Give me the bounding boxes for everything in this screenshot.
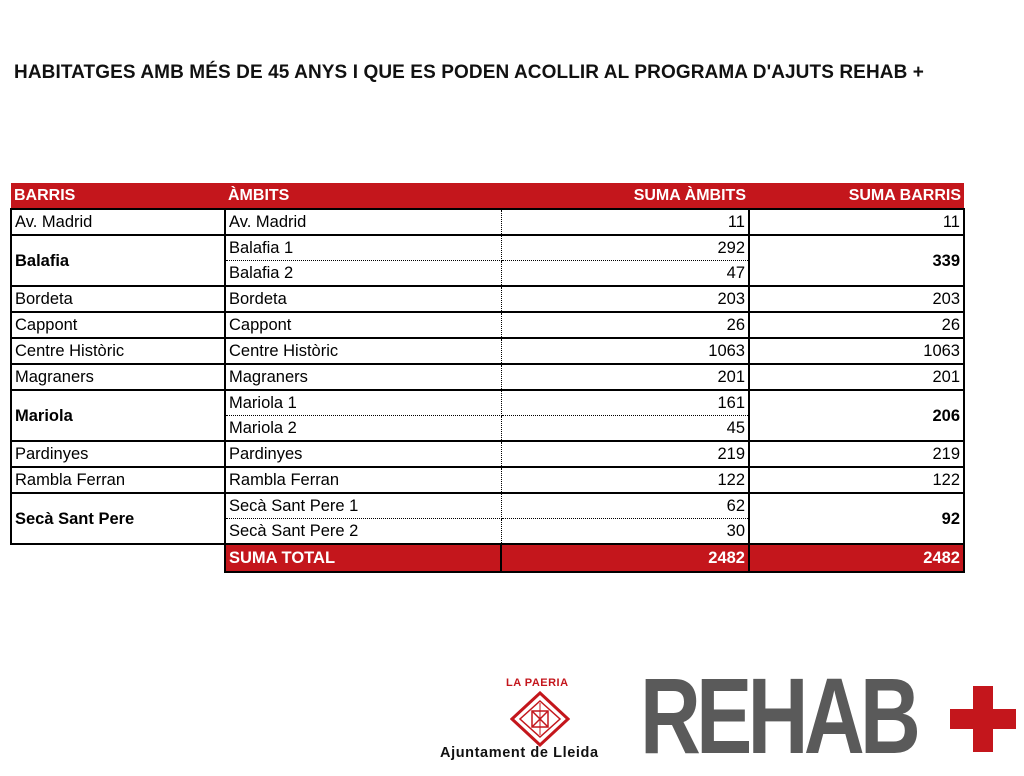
- cell-suma-ambit: 11: [501, 209, 749, 235]
- cell-suma-ambit: 219: [501, 441, 749, 467]
- page-title: HABITATGES AMB MÉS DE 45 ANYS I QUE ES PODEN ACOLLIR AL PROGRAMA D'AJUTS REHAB +: [14, 62, 924, 83]
- cell-suma-ambit: 45: [501, 416, 749, 442]
- cell-ambit: Cappont: [225, 312, 501, 338]
- table-row: [11, 364, 964, 390]
- cell-ambit: Balafia 1: [225, 235, 501, 261]
- cell-suma-barri: 11: [749, 209, 964, 235]
- cell-suma-ambit: 1063: [501, 338, 749, 364]
- table-row: [11, 493, 964, 519]
- logo-bottom-text: Ajuntament de Lleida: [440, 745, 599, 761]
- cell-ambit: Centre Històric: [225, 338, 501, 364]
- cell-suma-barri: 203: [749, 286, 964, 312]
- table-row: [11, 338, 964, 364]
- table-row: [11, 209, 964, 235]
- cell-ambit: Pardinyes: [225, 441, 501, 467]
- cell-suma-ambit: 203: [501, 286, 749, 312]
- cell-suma-barri: 122: [749, 467, 964, 493]
- cell-barri: Secà Sant Pere: [11, 493, 225, 544]
- total-suma-ambits: 2482: [501, 544, 749, 572]
- cell-suma-barri: 201: [749, 364, 964, 390]
- cell-suma-barri: 26: [749, 312, 964, 338]
- cell-barri: Mariola: [11, 390, 225, 441]
- cell-suma-ambit: 292: [501, 235, 749, 261]
- cell-barri: Centre Històric: [11, 338, 225, 364]
- total-label: SUMA TOTAL: [225, 544, 501, 572]
- cell-suma-barri: 219: [749, 441, 964, 467]
- paeria-seal-icon: [510, 691, 570, 747]
- cell-suma-ambit: 47: [501, 261, 749, 287]
- total-row: [11, 544, 964, 572]
- cell-barri: Bordeta: [11, 286, 225, 312]
- cell-suma-ambit: 122: [501, 467, 749, 493]
- plus-icon: [946, 682, 1020, 756]
- cell-barri: Balafia: [11, 235, 225, 286]
- cell-barri: Magraners: [11, 364, 225, 390]
- cell-barri: Pardinyes: [11, 441, 225, 467]
- logo-top-text: LA PAERIA: [506, 677, 569, 689]
- cell-suma-ambit: 30: [501, 519, 749, 545]
- cell-ambit: Balafia 2: [225, 261, 501, 287]
- cell-ambit: Secà Sant Pere 2: [225, 519, 501, 545]
- cell-ambit: Magraners: [225, 364, 501, 390]
- table-row: [11, 286, 964, 312]
- table-row: [11, 390, 964, 416]
- table-row: [11, 467, 964, 493]
- total-suma-barris: 2482: [749, 544, 964, 572]
- cell-ambit: Secà Sant Pere 1: [225, 493, 501, 519]
- header-suma-barris: SUMA BARRIS: [749, 183, 964, 209]
- cell-suma-barri: 339: [749, 235, 964, 286]
- cell-suma-barri: 206: [749, 390, 964, 441]
- housing-table: [10, 183, 965, 573]
- header-barris: BARRIS: [11, 183, 225, 209]
- table-header-row: [11, 183, 964, 209]
- table-row: [11, 235, 964, 261]
- rehab-word: REHAB: [640, 655, 917, 776]
- table-row: [11, 312, 964, 338]
- rehab-plus-logo: [640, 655, 1020, 776]
- cell-suma-ambit: 62: [501, 493, 749, 519]
- cell-suma-barri: 92: [749, 493, 964, 544]
- cell-ambit: Bordeta: [225, 286, 501, 312]
- ajuntament-logo: [436, 675, 636, 765]
- header-suma-ambits: SUMA ÀMBITS: [501, 183, 749, 209]
- table-row: [11, 441, 964, 467]
- cell-suma-ambit: 201: [501, 364, 749, 390]
- cell-barri: Av. Madrid: [11, 209, 225, 235]
- cell-barri: Cappont: [11, 312, 225, 338]
- total-spacer: [11, 544, 225, 572]
- cell-ambit: Av. Madrid: [225, 209, 501, 235]
- cell-suma-barri: 1063: [749, 338, 964, 364]
- cell-ambit: Rambla Ferran: [225, 467, 501, 493]
- table-body: [11, 209, 964, 544]
- cell-barri: Rambla Ferran: [11, 467, 225, 493]
- cell-ambit: Mariola 1: [225, 390, 501, 416]
- cell-suma-ambit: 161: [501, 390, 749, 416]
- cell-ambit: Mariola 2: [225, 416, 501, 442]
- cell-suma-ambit: 26: [501, 312, 749, 338]
- header-ambits: ÀMBITS: [225, 183, 501, 209]
